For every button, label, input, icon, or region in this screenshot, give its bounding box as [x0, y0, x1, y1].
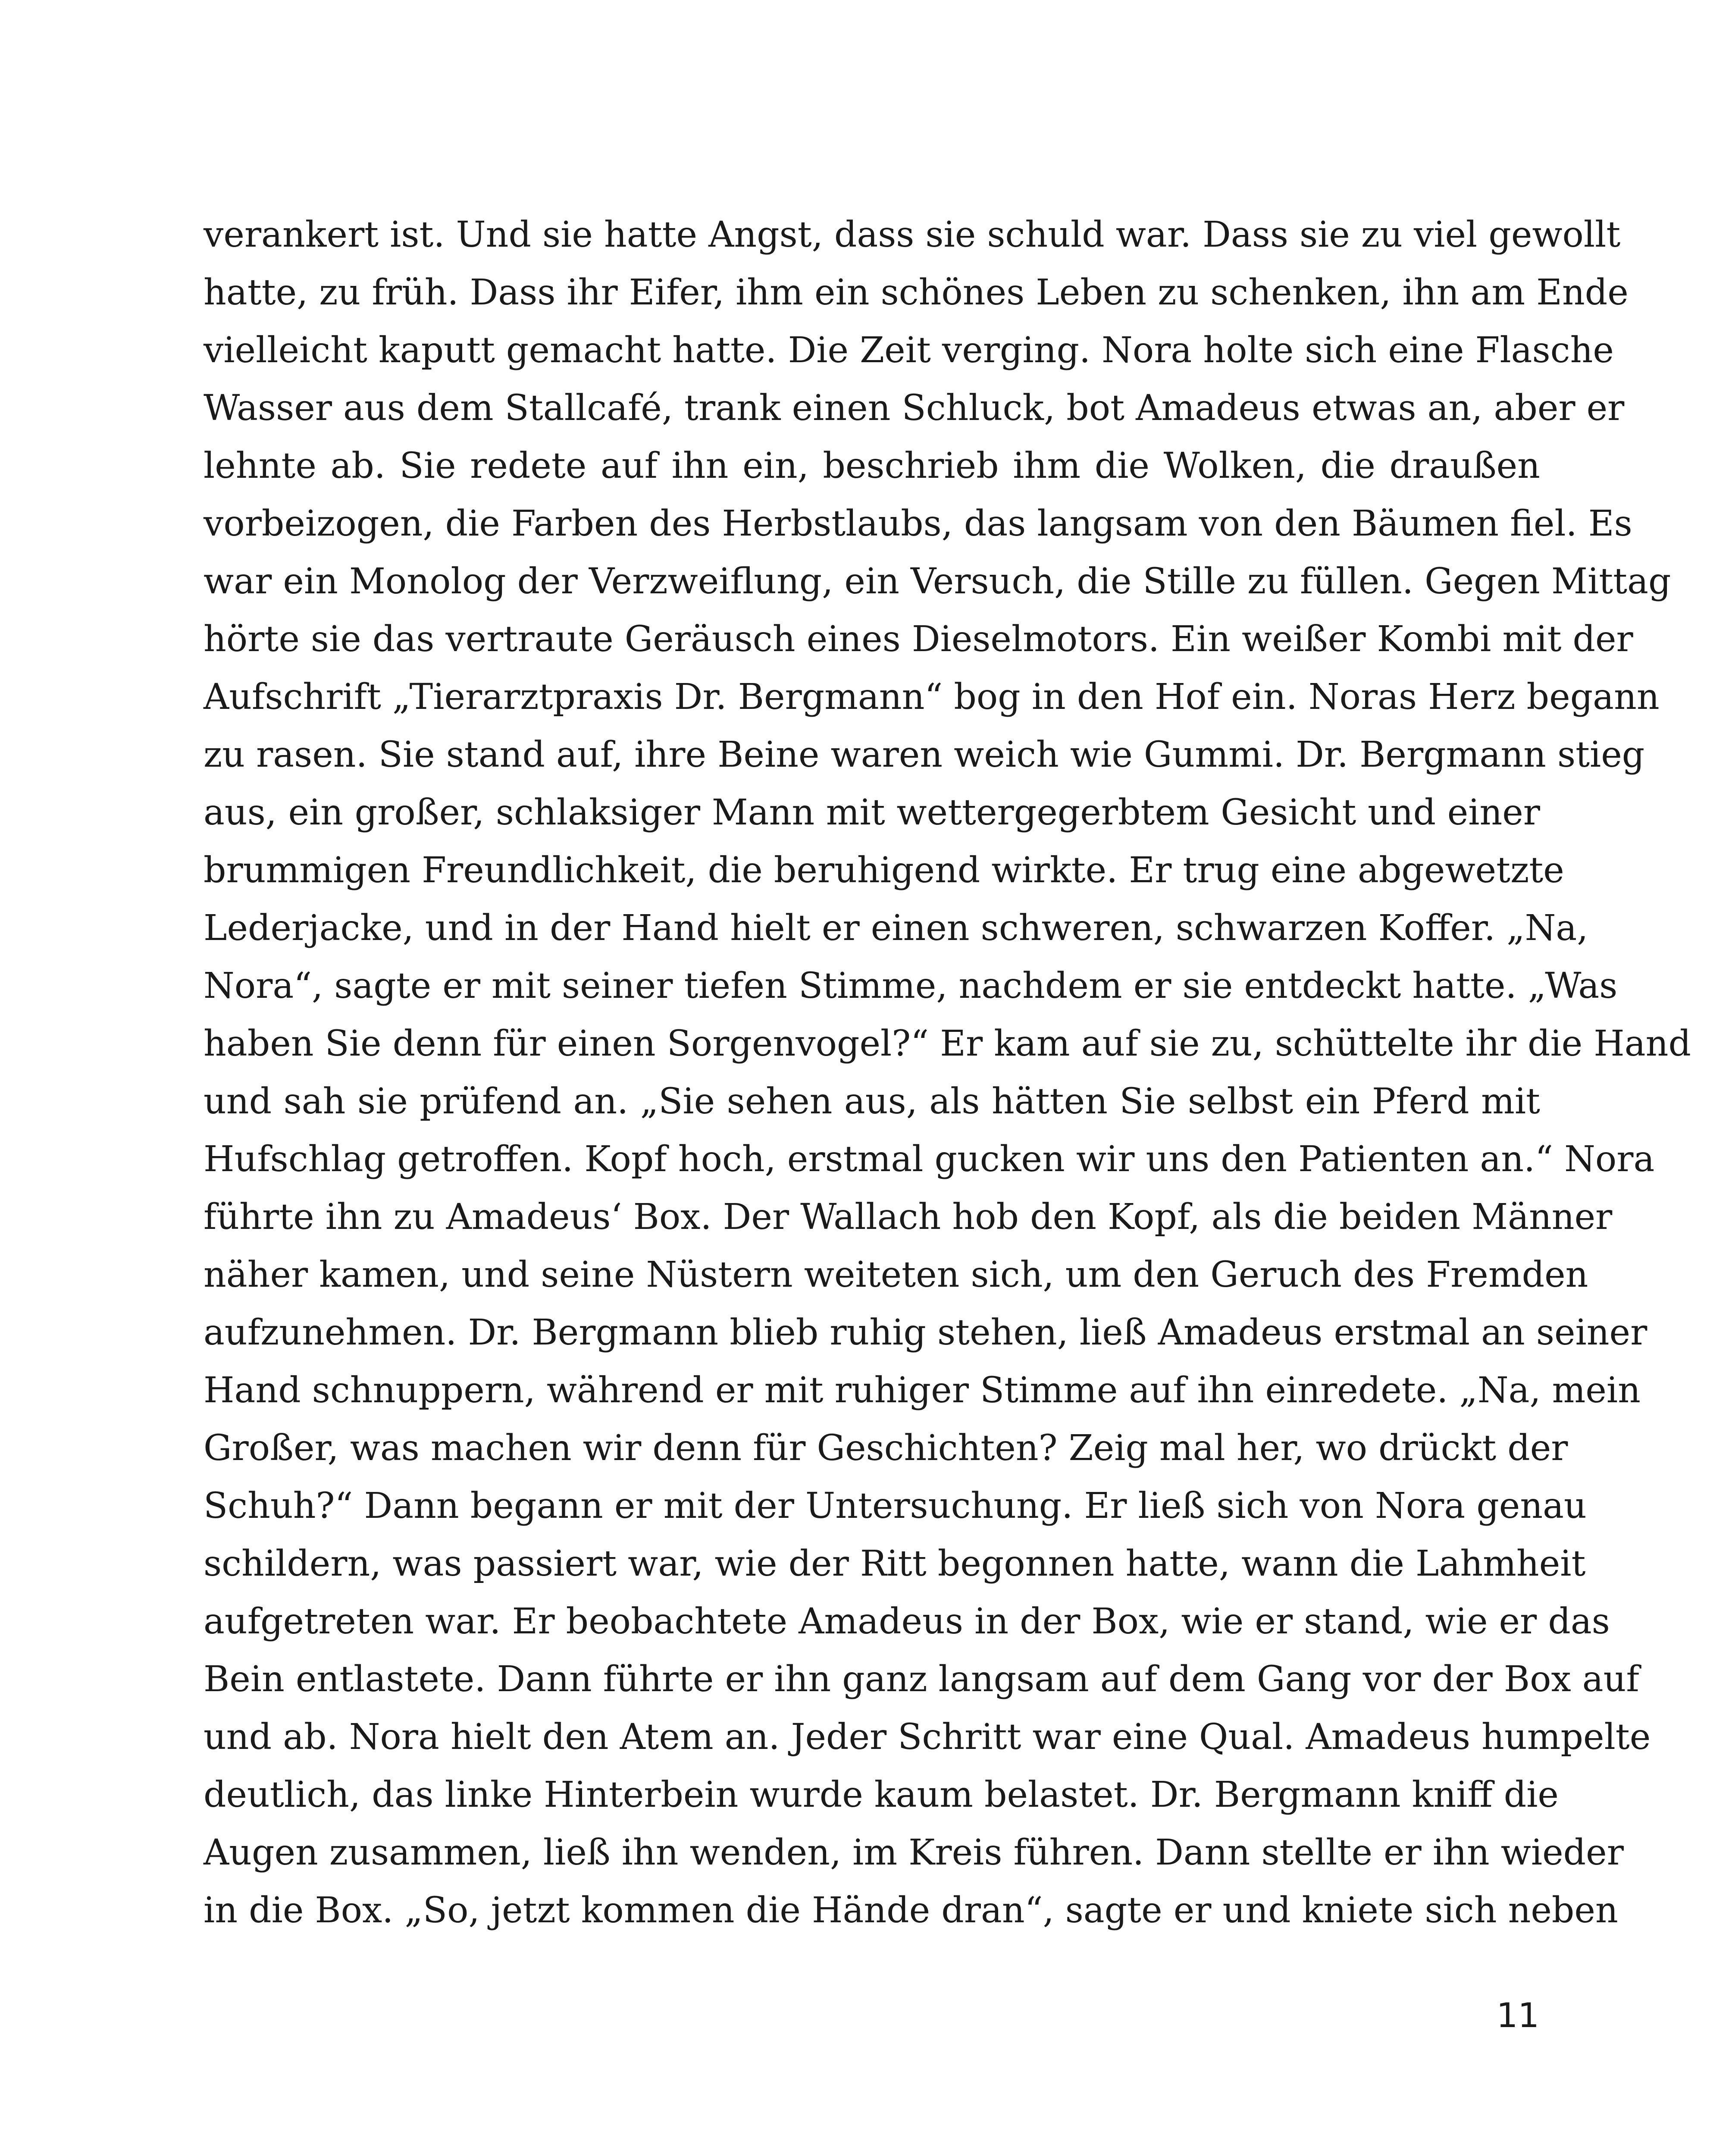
text-line: Nora“, sagte er mit seiner tiefen Stimme, nachdem er sie entdeckt hatte. „Was	[204, 965, 1618, 1006]
text-line: haben Sie denn für einen Sorgenvogel?“ Er kam auf sie zu, schüttelte ihr die Hand	[204, 1023, 1691, 1064]
text-line: Lederjacke, und in der Hand hielt er einen schweren, schwarzen Koffer. „Na,	[204, 908, 1588, 949]
text-line: Hand schnuppern, während er mit ruhiger Stimme auf ihn einredete. „Na, mein	[204, 1370, 1641, 1411]
text-line: und ab. Nora hielt den Atem an. Jeder Schritt war eine Qual. Amadeus humpelte	[204, 1717, 1651, 1758]
text-line: hörte sie das vertraute Geräusch eines Dieselmotors. Ein weißer Kombi mit der	[204, 619, 1633, 660]
text-line: und sah sie prüfend an. „Sie sehen aus, als hätten Sie selbst ein Pferd mit	[204, 1081, 1540, 1122]
text-line: aus, ein großer, schlaksiger Mann mit wettergegerbtem Gesicht und einer	[204, 792, 1540, 833]
text-line: in die Box. „So, jetzt kommen die Hände dran“, sagte er und kniete sich neben	[204, 1890, 1618, 1931]
text-line: schildern, was passiert war, wie der Ritt begonnen hatte, wann die Lahmheit	[204, 1543, 1586, 1584]
body-text	[204, 206, 1691, 1940]
text-line: Augen zusammen, ließ ihn wenden, im Kreis führen. Dann stellte er ihn wieder	[204, 1832, 1624, 1873]
text-line: vorbeizogen, die Farben des Herbstlaubs, das langsam von den Bäumen fiel. Es	[204, 503, 1632, 544]
text-line: aufgetreten war. Er beobachtete Amadeus in der Box, wie er stand, wie er das	[204, 1601, 1610, 1642]
text-line: Schuh?“ Dann begann er mit der Untersuchung. Er ließ sich von Nora genau	[204, 1485, 1587, 1526]
text-line: lehnte ab. Sie redete auf ihn ein, beschrieb ihm die Wolken, die draußen	[204, 445, 1540, 486]
text-line: Bein entlastete. Dann führte er ihn ganz langsam auf dem Gang vor der Box auf	[204, 1659, 1639, 1700]
text-line: brummigen Freundlichkeit, die beruhigend wirkte. Er trug eine abgewetzte	[204, 850, 1564, 891]
text-line: hatte, zu früh. Dass ihr Eifer, ihm ein schönes Leben zu schenken, ihn am Ende	[204, 272, 1629, 313]
text-line: Großer, was machen wir denn für Geschichten? Zeig mal her, wo drückt der	[204, 1428, 1568, 1469]
text-line: war ein Monolog der Verzweiflung, ein Versuch, die Stille zu füllen. Gegen Mittag	[204, 561, 1671, 602]
text-line: Wasser aus dem Stallcafé, trank einen Schluck, bot Amadeus etwas an, aber er	[204, 388, 1625, 429]
text-line: verankert ist. Und sie hatte Angst, dass sie schuld war. Dass sie zu viel gewollt	[204, 214, 1621, 255]
text-line: näher kamen, und seine Nüstern weiteten sich, um den Geruch des Fremden	[204, 1254, 1588, 1295]
text-line: Aufschrift „Tierarztpraxis Dr. Bergmann“ bog in den Hof ein. Noras Herz begann	[204, 677, 1660, 718]
text-line: deutlich, das linke Hinterbein wurde kaum belastet. Dr. Bergmann kniff die	[204, 1774, 1559, 1815]
text-line: Hufschlag getroffen. Kopf hoch, erstmal gucken wir uns den Patienten an.“ Nora	[204, 1139, 1655, 1180]
page-number: 11	[1496, 1996, 1539, 2035]
text-line: aufzunehmen. Dr. Bergmann blieb ruhig stehen, ließ Amadeus erstmal an seiner	[204, 1312, 1647, 1353]
text-line: vielleicht kaputt gemacht hatte. Die Zeit verging. Nora holte sich eine Flasche	[204, 330, 1614, 371]
text-line: führte ihn zu Amadeus‘ Box. Der Wallach hob den Kopf, als die beiden Männer	[204, 1197, 1613, 1238]
text-line: zu rasen. Sie stand auf, ihre Beine waren weich wie Gummi. Dr. Bergmann stieg	[204, 734, 1645, 775]
